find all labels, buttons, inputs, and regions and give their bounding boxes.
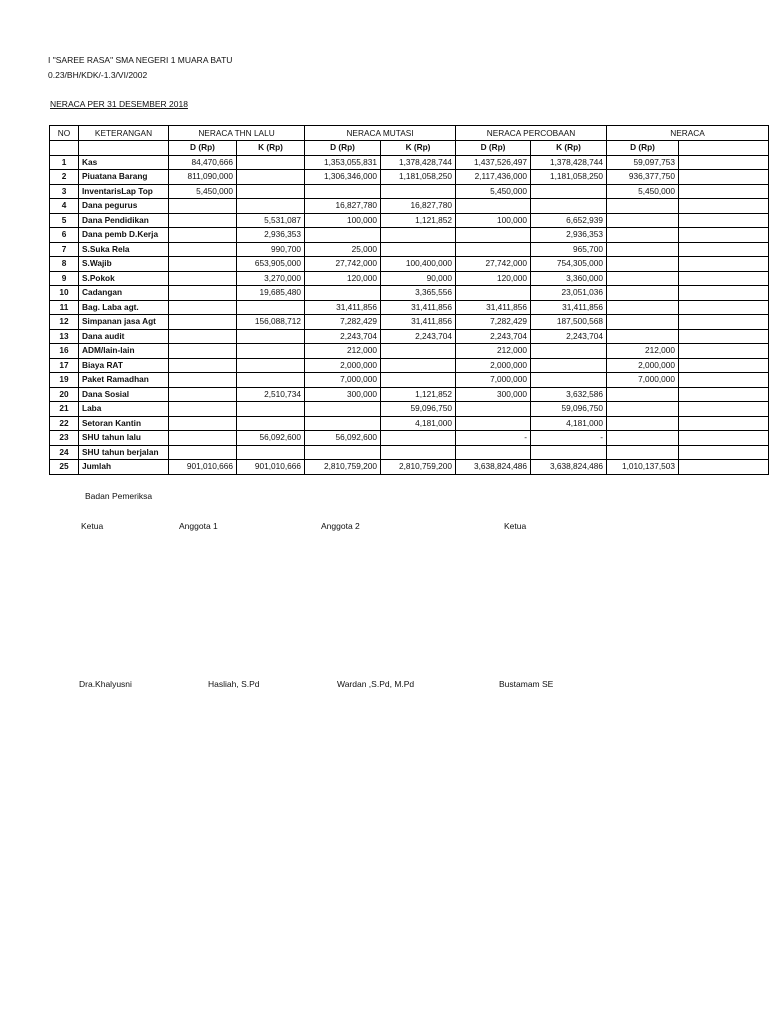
table-row bbox=[50, 344, 769, 359]
amount-cell: 2,243,704 bbox=[305, 329, 381, 344]
amount-cell: 7,000,000 bbox=[607, 373, 679, 388]
amount-cell bbox=[169, 300, 237, 315]
amount-cell bbox=[305, 445, 381, 460]
amount-cell: 156,088,712 bbox=[237, 315, 305, 330]
row-keterangan: Dana Pendidikan bbox=[79, 213, 169, 228]
amount-cell bbox=[169, 329, 237, 344]
row-number: 11 bbox=[50, 300, 79, 315]
amount-cell: 936,377,750 bbox=[607, 170, 679, 185]
amount-cell bbox=[169, 416, 237, 431]
amount-cell bbox=[169, 286, 237, 301]
amount-cell: 2,510,734 bbox=[237, 387, 305, 402]
row-number: 6 bbox=[50, 228, 79, 243]
amount-cell: 16,827,780 bbox=[381, 199, 456, 214]
amount-cell: 31,411,856 bbox=[381, 300, 456, 315]
table-row bbox=[50, 416, 769, 431]
table-row bbox=[50, 155, 769, 170]
amount-cell bbox=[237, 358, 305, 373]
amount-cell: 6,652,939 bbox=[531, 213, 607, 228]
row-number: 21 bbox=[50, 402, 79, 417]
amount-cell: 1,353,055,831 bbox=[305, 155, 381, 170]
amount-cell: 1,378,428,744 bbox=[381, 155, 456, 170]
amount-cell bbox=[381, 358, 456, 373]
amount-cell bbox=[237, 416, 305, 431]
amount-cell bbox=[381, 373, 456, 388]
table-row bbox=[50, 460, 769, 475]
amount-cell bbox=[381, 184, 456, 199]
row-keterangan: Paket Ramadhan bbox=[79, 373, 169, 388]
subheader-cell: K (Rp) bbox=[381, 141, 456, 156]
amount-cell: 2,243,704 bbox=[456, 329, 531, 344]
amount-cell: 25,000 bbox=[305, 242, 381, 257]
row-keterangan: Dana Sosial bbox=[79, 387, 169, 402]
org-name: I "SAREE RASA" SMA NEGERI 1 MUARA BATU bbox=[48, 55, 233, 65]
amount-cell bbox=[607, 228, 679, 243]
amount-cell bbox=[237, 344, 305, 359]
amount-cell: 5,450,000 bbox=[607, 184, 679, 199]
amount-cell bbox=[237, 184, 305, 199]
row-keterangan: S.Pokok bbox=[79, 271, 169, 286]
header-keterangan: KETERANGAN bbox=[79, 126, 169, 141]
amount-cell bbox=[607, 286, 679, 301]
amount-cell: 2,810,759,200 bbox=[305, 460, 381, 475]
amount-cell bbox=[456, 199, 531, 214]
row-number: 9 bbox=[50, 271, 79, 286]
row-keterangan: Laba bbox=[79, 402, 169, 417]
amount-cell: 1,181,058,250 bbox=[381, 170, 456, 185]
row-keterangan: Setoran Kantin bbox=[79, 416, 169, 431]
amount-cell bbox=[305, 402, 381, 417]
amount-cell bbox=[237, 199, 305, 214]
row-number: 7 bbox=[50, 242, 79, 257]
subheader-cell: D (Rp) bbox=[305, 141, 381, 156]
amount-cell bbox=[456, 228, 531, 243]
amount-cell bbox=[169, 228, 237, 243]
row-keterangan: InventarisLap Top bbox=[79, 184, 169, 199]
amount-cell: 4,181,000 bbox=[531, 416, 607, 431]
amount-cell: 3,270,000 bbox=[237, 271, 305, 286]
amount-cell bbox=[531, 344, 607, 359]
amount-cell: 300,000 bbox=[456, 387, 531, 402]
table-row bbox=[50, 431, 769, 446]
amount-cell bbox=[305, 228, 381, 243]
table-row bbox=[50, 402, 769, 417]
amount-cell: 3,360,000 bbox=[531, 271, 607, 286]
amount-cell: 31,411,856 bbox=[531, 300, 607, 315]
row-number: 24 bbox=[50, 445, 79, 460]
amount-cell bbox=[607, 416, 679, 431]
amount-cell bbox=[607, 242, 679, 257]
signatory-name: Wardan ,S.Pd, M.Pd bbox=[337, 679, 415, 689]
amount-cell: 653,905,000 bbox=[237, 257, 305, 272]
amount-cell: 7,282,429 bbox=[305, 315, 381, 330]
row-number: 12 bbox=[50, 315, 79, 330]
table-row bbox=[50, 445, 769, 460]
row-number: 25 bbox=[50, 460, 79, 475]
header-no: NO bbox=[50, 126, 79, 141]
amount-cell bbox=[169, 344, 237, 359]
amount-cell bbox=[607, 257, 679, 272]
registration-number: 0.23/BH/KDK/-1.3/VI/2002 bbox=[48, 70, 148, 80]
amount-cell bbox=[305, 416, 381, 431]
amount-cell: 212,000 bbox=[456, 344, 531, 359]
row-keterangan: ADM/lain-lain bbox=[79, 344, 169, 359]
amount-cell bbox=[237, 445, 305, 460]
amount-cell bbox=[237, 170, 305, 185]
amount-cell: 300,000 bbox=[305, 387, 381, 402]
table-row bbox=[50, 184, 769, 199]
table-row bbox=[50, 387, 769, 402]
row-keterangan: Biaya RAT bbox=[79, 358, 169, 373]
balance-sheet-table bbox=[49, 125, 769, 475]
row-number: 13 bbox=[50, 329, 79, 344]
amount-cell bbox=[607, 402, 679, 417]
table-row bbox=[50, 315, 769, 330]
table-row bbox=[50, 286, 769, 301]
signatory-name: Dra.Khalyusni bbox=[79, 679, 132, 689]
amount-cell: 212,000 bbox=[305, 344, 381, 359]
row-number: 8 bbox=[50, 257, 79, 272]
row-keterangan: Jumlah bbox=[79, 460, 169, 475]
amount-cell: 31,411,856 bbox=[381, 315, 456, 330]
amount-cell: 100,400,000 bbox=[381, 257, 456, 272]
amount-cell bbox=[381, 228, 456, 243]
amount-cell: - bbox=[531, 431, 607, 446]
amount-cell: 7,282,429 bbox=[456, 315, 531, 330]
amount-cell bbox=[169, 387, 237, 402]
amount-cell bbox=[456, 445, 531, 460]
amount-cell: 2,000,000 bbox=[607, 358, 679, 373]
amount-cell bbox=[169, 445, 237, 460]
amount-cell bbox=[169, 199, 237, 214]
amount-cell: 120,000 bbox=[305, 271, 381, 286]
amount-cell: 2,936,353 bbox=[237, 228, 305, 243]
amount-cell: 1,010,137,503 bbox=[607, 460, 679, 475]
amount-cell: 990,700 bbox=[237, 242, 305, 257]
amount-cell bbox=[456, 416, 531, 431]
row-number: 22 bbox=[50, 416, 79, 431]
amount-cell: 3,638,824,486 bbox=[531, 460, 607, 475]
row-number: 4 bbox=[50, 199, 79, 214]
header-group-percobaan: NERACA PERCOBAAN bbox=[456, 126, 607, 141]
header-group-thn-lalu: NERACA THN LALU bbox=[169, 126, 305, 141]
signatory-name: Hasliah, S.Pd bbox=[208, 679, 260, 689]
table-row bbox=[50, 228, 769, 243]
amount-cell: 2,000,000 bbox=[456, 358, 531, 373]
amount-cell bbox=[607, 387, 679, 402]
amount-cell: 965,700 bbox=[531, 242, 607, 257]
table-row bbox=[50, 242, 769, 257]
amount-cell bbox=[456, 242, 531, 257]
subheader-cell: D (Rp) bbox=[456, 141, 531, 156]
table-row bbox=[50, 329, 769, 344]
amount-cell: 187,500,568 bbox=[531, 315, 607, 330]
row-keterangan: S.Wajib bbox=[79, 257, 169, 272]
amount-cell bbox=[456, 402, 531, 417]
subheader-cell: D (Rp) bbox=[607, 141, 679, 156]
amount-cell: 19,685,480 bbox=[237, 286, 305, 301]
amount-cell: 90,000 bbox=[381, 271, 456, 286]
amount-cell bbox=[531, 373, 607, 388]
amount-cell: 2,117,436,000 bbox=[456, 170, 531, 185]
amount-cell: 5,531,087 bbox=[237, 213, 305, 228]
table-header-row bbox=[50, 126, 769, 141]
role-anggota-2: Anggota 2 bbox=[321, 521, 360, 531]
role-ketua-2: Ketua bbox=[504, 521, 527, 531]
signatory-name: Bustamam SE bbox=[499, 679, 554, 689]
amount-cell: 901,010,666 bbox=[237, 460, 305, 475]
amount-cell bbox=[381, 344, 456, 359]
amount-cell bbox=[169, 257, 237, 272]
amount-cell: 100,000 bbox=[305, 213, 381, 228]
amount-cell bbox=[531, 358, 607, 373]
subheader-cell: K (Rp) bbox=[237, 141, 305, 156]
row-keterangan: Dana audit bbox=[79, 329, 169, 344]
row-keterangan: S.Suka Rela bbox=[79, 242, 169, 257]
amount-cell: 31,411,856 bbox=[305, 300, 381, 315]
amount-cell: 16,827,780 bbox=[305, 199, 381, 214]
amount-cell: 23,051,036 bbox=[531, 286, 607, 301]
amount-cell: 27,742,000 bbox=[456, 257, 531, 272]
amount-cell bbox=[607, 315, 679, 330]
amount-cell bbox=[531, 199, 607, 214]
amount-cell bbox=[607, 300, 679, 315]
amount-cell bbox=[169, 373, 237, 388]
amount-cell: 56,092,600 bbox=[305, 431, 381, 446]
amount-cell bbox=[305, 184, 381, 199]
header-group-neraca: NERACA bbox=[607, 126, 769, 141]
row-keterangan: Bag. Laba agt. bbox=[79, 300, 169, 315]
amount-cell: 7,000,000 bbox=[305, 373, 381, 388]
amount-cell: 3,632,586 bbox=[531, 387, 607, 402]
row-keterangan: Dana pemb D.Kerja bbox=[79, 228, 169, 243]
header-group-mutasi: NERACA MUTASI bbox=[305, 126, 456, 141]
amount-cell: 2,936,353 bbox=[531, 228, 607, 243]
row-number: 20 bbox=[50, 387, 79, 402]
amount-cell: 2,000,000 bbox=[305, 358, 381, 373]
amount-cell: 27,742,000 bbox=[305, 257, 381, 272]
amount-cell: 120,000 bbox=[456, 271, 531, 286]
table-row bbox=[50, 199, 769, 214]
amount-cell bbox=[381, 242, 456, 257]
table-row bbox=[50, 271, 769, 286]
amount-cell: - bbox=[456, 431, 531, 446]
table-row bbox=[50, 373, 769, 388]
amount-cell: 1,181,058,250 bbox=[531, 170, 607, 185]
amount-cell: 1,121,852 bbox=[381, 213, 456, 228]
row-keterangan: SHU tahun berjalan bbox=[79, 445, 169, 460]
table-subheader-row bbox=[50, 141, 769, 156]
amount-cell bbox=[169, 315, 237, 330]
amount-cell bbox=[169, 358, 237, 373]
amount-cell bbox=[381, 431, 456, 446]
amount-cell bbox=[237, 300, 305, 315]
amount-cell: 59,096,750 bbox=[531, 402, 607, 417]
amount-cell: 59,096,750 bbox=[381, 402, 456, 417]
amount-cell bbox=[607, 199, 679, 214]
row-number: 17 bbox=[50, 358, 79, 373]
row-number: 16 bbox=[50, 344, 79, 359]
amount-cell: 4,181,000 bbox=[381, 416, 456, 431]
amount-cell: 754,305,000 bbox=[531, 257, 607, 272]
amount-cell: 3,365,556 bbox=[381, 286, 456, 301]
amount-cell: 56,092,600 bbox=[237, 431, 305, 446]
table-row bbox=[50, 170, 769, 185]
amount-cell bbox=[607, 271, 679, 286]
amount-cell: 212,000 bbox=[607, 344, 679, 359]
row-keterangan: Simpanan jasa Agt bbox=[79, 315, 169, 330]
amount-cell: 811,090,000 bbox=[169, 170, 237, 185]
subheader-cell: K (Rp) bbox=[531, 141, 607, 156]
amount-cell bbox=[607, 329, 679, 344]
row-number: 23 bbox=[50, 431, 79, 446]
amount-cell: 84,470,666 bbox=[169, 155, 237, 170]
amount-cell: 2,243,704 bbox=[531, 329, 607, 344]
row-keterangan: SHU tahun lalu bbox=[79, 431, 169, 446]
row-number: 10 bbox=[50, 286, 79, 301]
amount-cell: 59,097,753 bbox=[607, 155, 679, 170]
row-number: 1 bbox=[50, 155, 79, 170]
amount-cell: 31,411,856 bbox=[456, 300, 531, 315]
subheader-cell: D (Rp) bbox=[169, 141, 237, 156]
amount-cell bbox=[456, 286, 531, 301]
board-label: Badan Pemeriksa bbox=[85, 491, 153, 501]
table-row bbox=[50, 358, 769, 373]
balance-sheet-viewport bbox=[49, 125, 705, 475]
amount-cell bbox=[607, 213, 679, 228]
amount-cell bbox=[237, 373, 305, 388]
amount-cell: 1,306,346,000 bbox=[305, 170, 381, 185]
amount-cell bbox=[531, 445, 607, 460]
row-keterangan: Dana pegurus bbox=[79, 199, 169, 214]
role-ketua: Ketua bbox=[81, 521, 104, 531]
amount-cell bbox=[531, 184, 607, 199]
amount-cell bbox=[381, 445, 456, 460]
amount-cell bbox=[169, 431, 237, 446]
table-row bbox=[50, 300, 769, 315]
row-number: 3 bbox=[50, 184, 79, 199]
amount-cell: 5,450,000 bbox=[456, 184, 531, 199]
amount-cell: 901,010,666 bbox=[169, 460, 237, 475]
amount-cell: 1,378,428,744 bbox=[531, 155, 607, 170]
amount-cell bbox=[169, 242, 237, 257]
amount-cell bbox=[607, 445, 679, 460]
amount-cell: 1,437,526,497 bbox=[456, 155, 531, 170]
amount-cell: 3,638,824,486 bbox=[456, 460, 531, 475]
amount-cell: 100,000 bbox=[456, 213, 531, 228]
amount-cell bbox=[169, 271, 237, 286]
amount-cell bbox=[607, 431, 679, 446]
document-title: NERACA PER 31 DESEMBER 2018 bbox=[50, 99, 188, 109]
row-number: 5 bbox=[50, 213, 79, 228]
row-keterangan: Piuatana Barang bbox=[79, 170, 169, 185]
row-keterangan: Cadangan bbox=[79, 286, 169, 301]
amount-cell bbox=[305, 286, 381, 301]
amount-cell: 2,243,704 bbox=[381, 329, 456, 344]
row-number: 19 bbox=[50, 373, 79, 388]
row-keterangan: Kas bbox=[79, 155, 169, 170]
row-number: 2 bbox=[50, 170, 79, 185]
amount-cell bbox=[237, 155, 305, 170]
table-row bbox=[50, 257, 769, 272]
amount-cell bbox=[237, 329, 305, 344]
role-anggota-1: Anggota 1 bbox=[179, 521, 218, 531]
table-row bbox=[50, 213, 769, 228]
amount-cell bbox=[169, 402, 237, 417]
amount-cell: 2,810,759,200 bbox=[381, 460, 456, 475]
amount-cell: 7,000,000 bbox=[456, 373, 531, 388]
amount-cell bbox=[169, 213, 237, 228]
amount-cell bbox=[237, 402, 305, 417]
amount-cell: 1,121,852 bbox=[381, 387, 456, 402]
amount-cell: 5,450,000 bbox=[169, 184, 237, 199]
